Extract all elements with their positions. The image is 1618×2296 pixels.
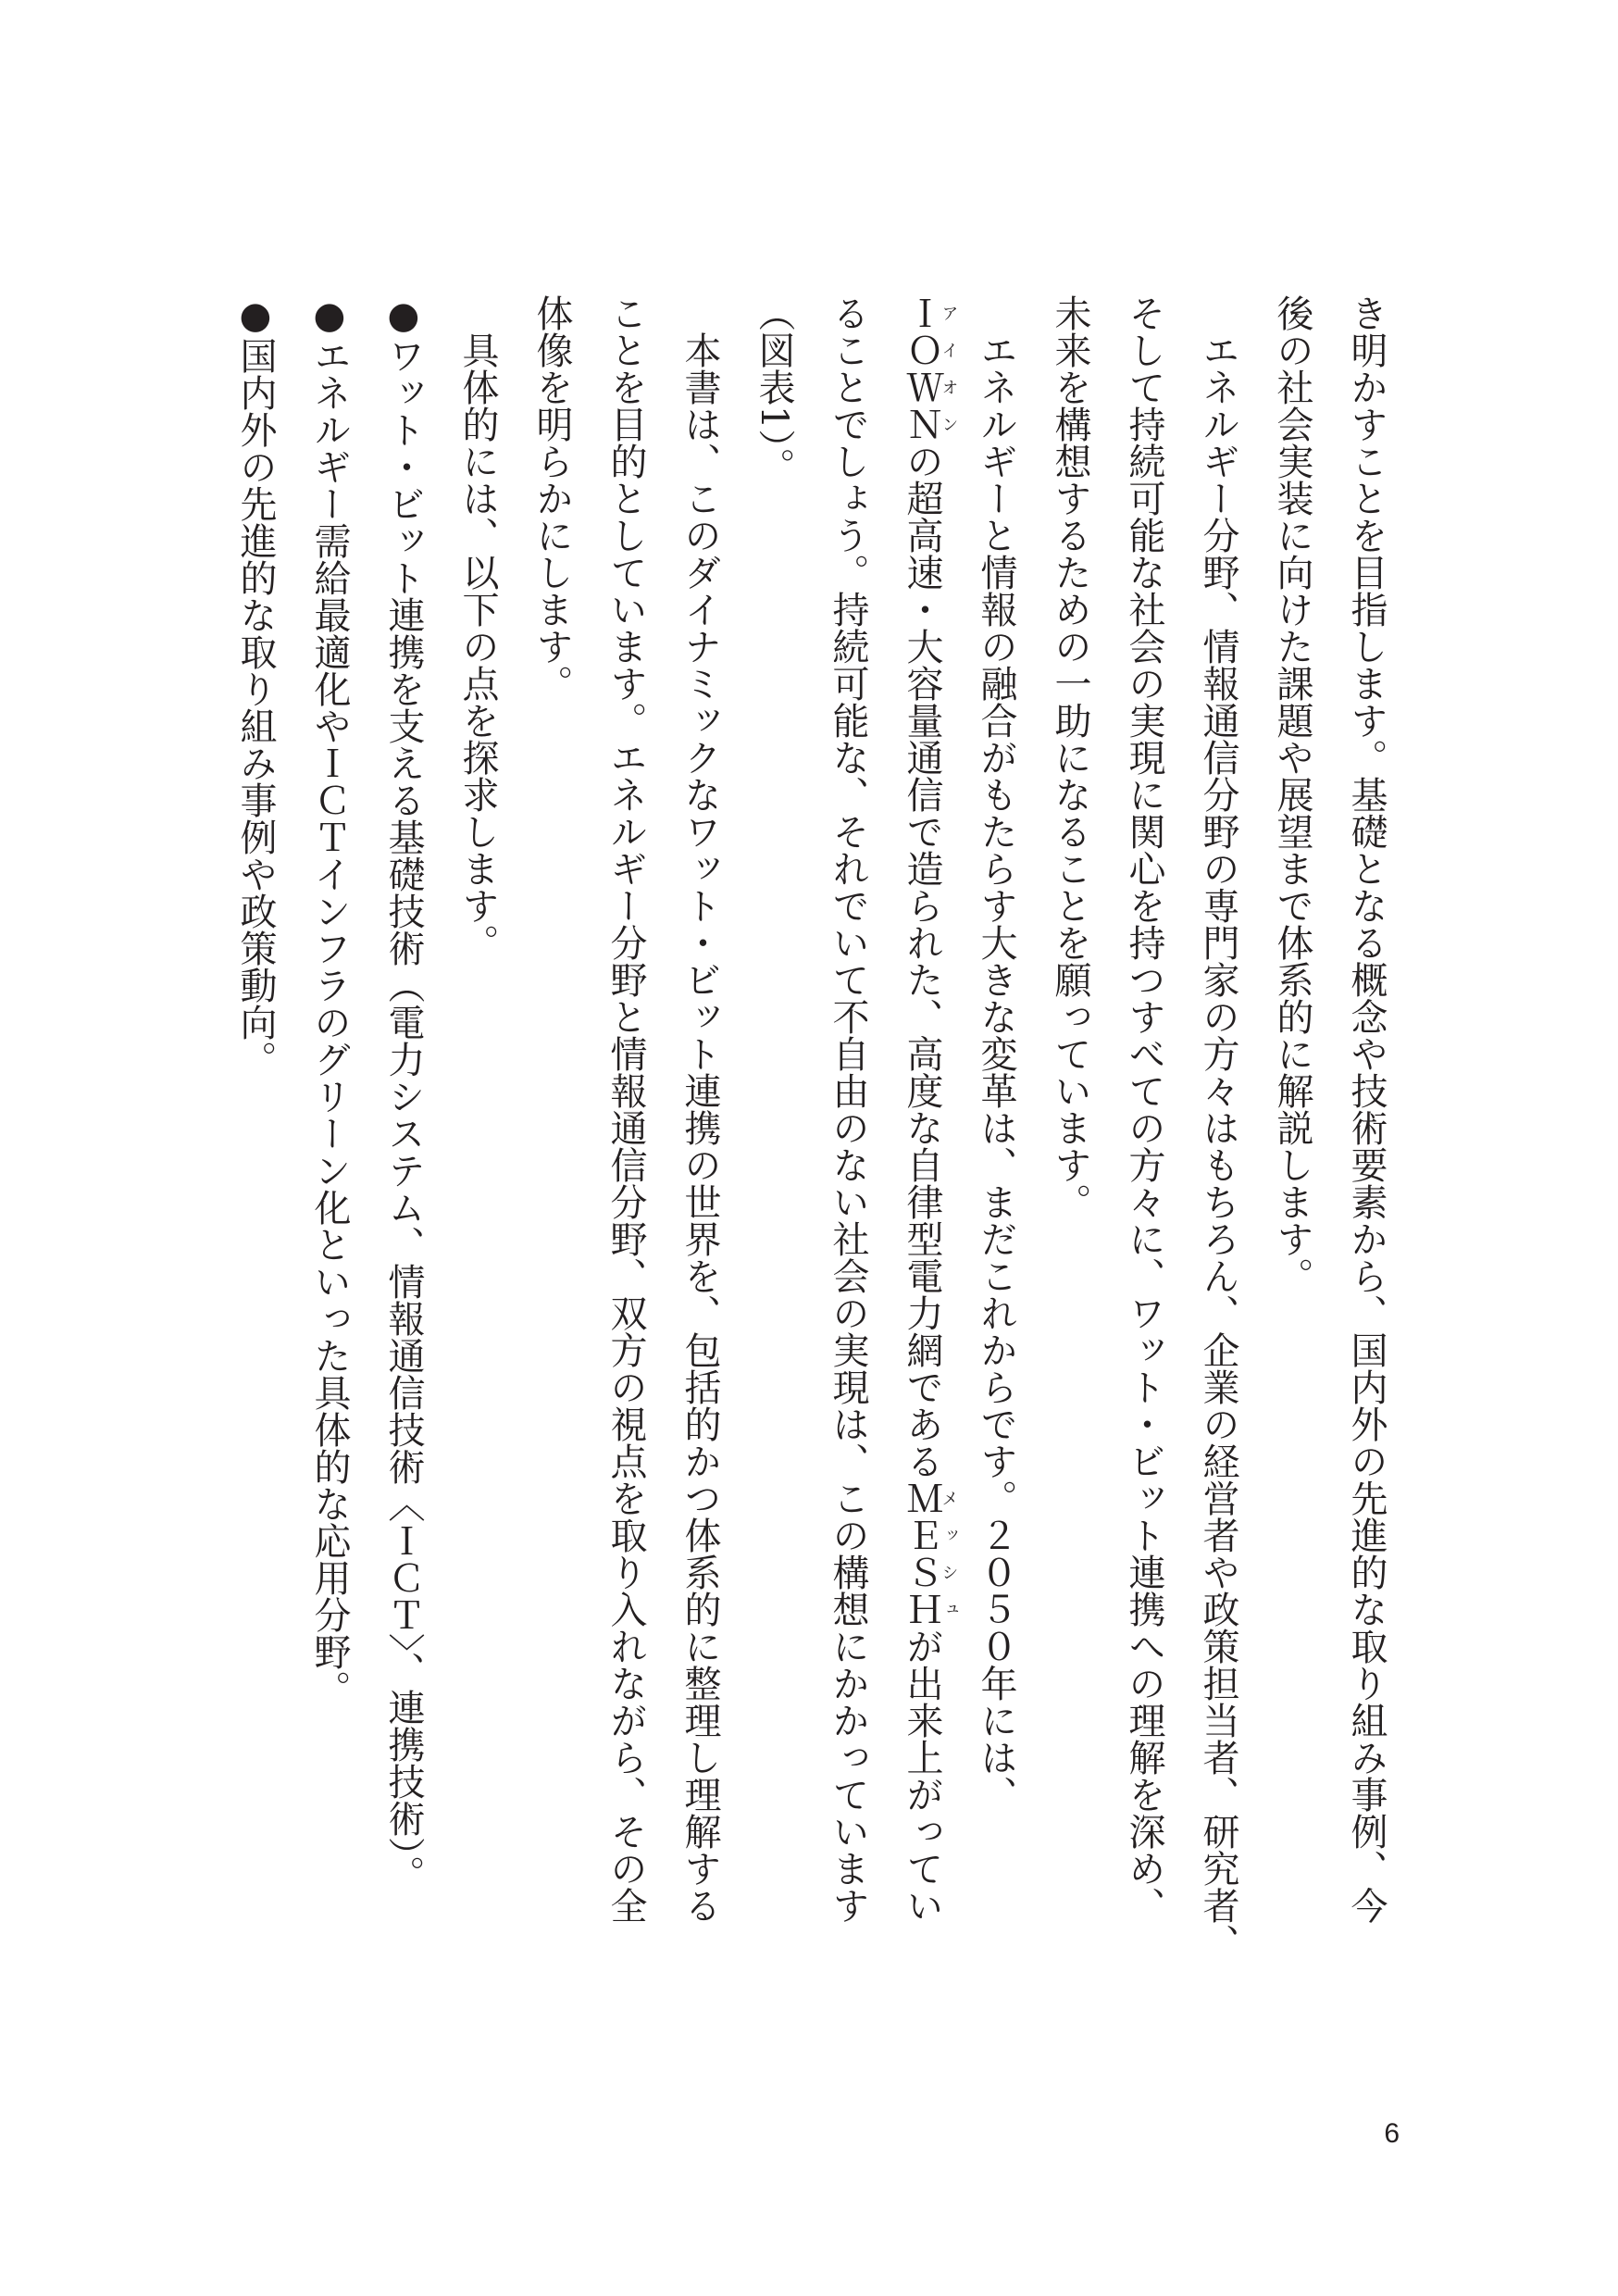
page-number: 6 — [1384, 2118, 1400, 2149]
body-line: き明かすことを目指します。基礎となる概念や技術要素から、国内外の先進的な取り組み事例、今 — [1345, 294, 1388, 1924]
body-line: 未来を構想するための一助になることを願っています。 — [1049, 294, 1091, 1220]
body-line: エネルギー分野、情報通信分野の専門家の方々はもちろん、企業の経営者や政策担当者、研究者、 — [1197, 331, 1239, 1961]
iown-ruby: ＩＯＷＮアイオン — [901, 294, 959, 443]
body-line: 体像を明らかにします。 — [530, 294, 573, 702]
iown-reading: アイオン — [939, 294, 959, 443]
body-line: そして持続可能な社会の実現に関心を持つすべての方々に、ワット・ビット連携への理解を深め、 — [1123, 294, 1165, 1924]
mesh-reading: メッシュ — [939, 1479, 959, 1628]
body-line: 具体的には、以下の点を探求します。 — [456, 331, 499, 961]
bullet-item: ●エネルギー需給最適化やＩＣＴインフラのグリーン化といった具体的な応用分野。 — [308, 294, 351, 1707]
body-line: 本書は、このダイナミックなワット・ビット連携の世界を、包括的かつ体系的に整理し理解する — [678, 331, 721, 1924]
mesh-ruby: ＭＥＳＨメッシュ — [901, 1479, 959, 1628]
body-text — [200, 294, 1403, 2035]
body-line: 後の社会実装に向けた課題や展望まで体系的に解説します。 — [1271, 294, 1313, 1294]
bullet-item: ●国内外の先進的な取り組み事例や政策動向。 — [234, 294, 277, 1078]
bullet-item: ●ワット・ビット連携を支える基礎技術（電力システム、情報通信技術〈ＩＣＴ〉、連携技術）。 — [382, 294, 425, 1892]
body-line: ることでしょう。持続可能な、それでいて不自由のない社会の実現は、この構想にかかっています — [827, 294, 869, 1924]
body-line: ことを目的としています。エネルギー分野と情報通信分野、双方の視点を取り入れながら、その全 — [604, 294, 647, 1924]
body-line: エネルギーと情報の融合がもたらす大きな変革は、まだこれからです。２０５０年には、 — [975, 331, 1017, 1813]
body-line: ＩＯＷＮアイオンの超高速・大容量通信で造られた、高度な自律型電力網であるＭＥＳＨメッシュが出来上がってい — [901, 294, 959, 1924]
body-line: （図表1）。 — [753, 294, 795, 485]
